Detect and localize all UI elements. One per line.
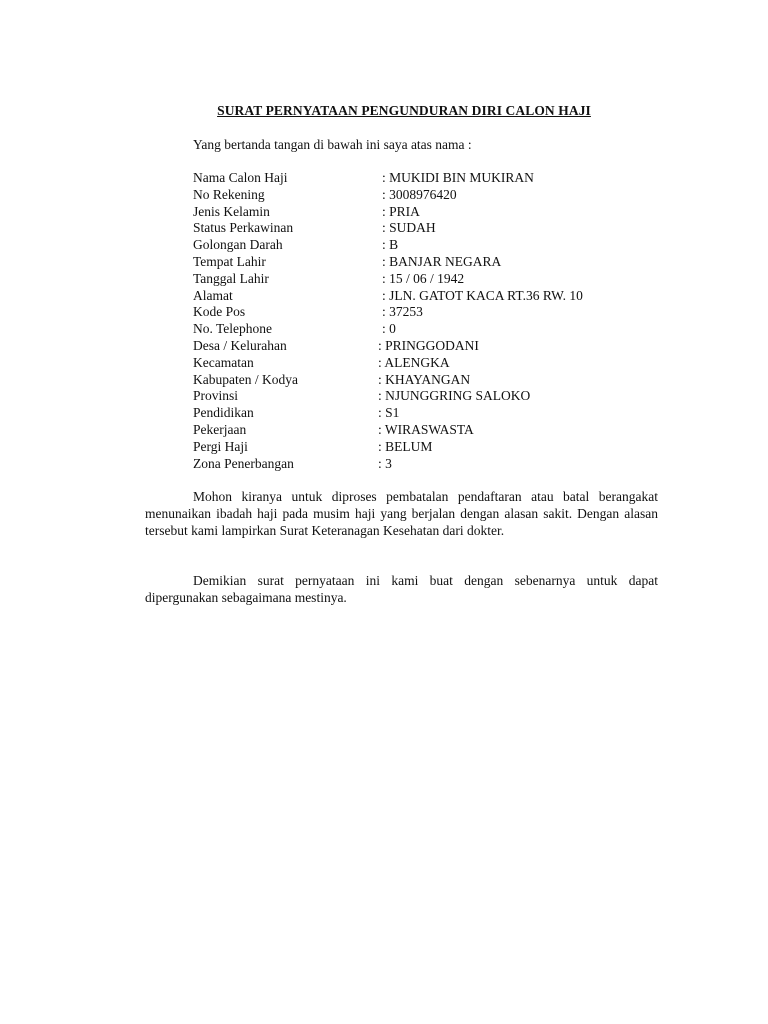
field-label: Kode Pos: [193, 304, 246, 320]
field-no-telephone: [193, 321, 396, 338]
field-label: Tanggal Lahir: [193, 270, 269, 286]
field-provinsi: [193, 388, 531, 405]
field-status-perkawinan: [193, 220, 436, 237]
document-title: SURAT PERNYATAAN PENGUNDURAN DIRI CALON HAJI: [217, 103, 591, 118]
field-value: : S1: [378, 405, 400, 421]
field-label: Pergi Haji: [193, 438, 248, 454]
field-label: Jenis Kelamin: [193, 203, 270, 219]
field-value: : SUDAH: [382, 220, 436, 236]
field-label: Golongan Darah: [193, 237, 283, 253]
field-tempat-lahir: [193, 253, 502, 271]
field-label: Status Perkawinan: [193, 220, 294, 236]
field-pendidikan: [193, 405, 400, 422]
field-label: No Rekening: [193, 186, 265, 202]
field-kode-pos: [193, 304, 423, 321]
field-nama-calon-haji: [193, 170, 534, 187]
field-label: Pekerjaan: [193, 421, 247, 437]
field-jenis-kelamin: [193, 203, 420, 221]
field-label: Alamat: [193, 287, 233, 303]
field-label: Kecamatan: [193, 354, 254, 370]
field-golongan-darah: [193, 237, 399, 254]
field-no-rekening: [193, 186, 457, 204]
field-desa-kelurahan: [193, 337, 479, 355]
field-label: Kabupaten / Kodya: [193, 371, 298, 387]
field-value: : 37253: [382, 304, 423, 320]
field-value: : ALENGKA: [378, 354, 450, 370]
field-pekerjaan: [193, 421, 474, 439]
field-value: : 0: [382, 321, 396, 337]
field-value: : 15 / 06 / 1942: [382, 270, 465, 286]
field-value: : JLN. GATOT KACA RT.36 RW. 10: [382, 287, 583, 303]
field-label: Desa / Kelurahan: [193, 337, 287, 353]
field-tanggal-lahir: [193, 270, 465, 288]
field-value: : NJUNGGRING SALOKO: [378, 388, 531, 404]
applicant-field-list: [193, 170, 583, 472]
field-label: Zona Penerbangan: [193, 455, 294, 471]
field-value: : B: [382, 237, 399, 253]
field-value: : MUKIDI BIN MUKIRAN: [382, 170, 534, 185]
field-label: Tempat Lahir: [193, 253, 266, 269]
field-value: : PRINGGODANI: [378, 337, 479, 353]
field-value: : PRIA: [382, 203, 420, 219]
cancellation-request-paragraph: Mohon kiranya untuk diproses pembatalan pendaftaran atau batal berangakat menunaikan ibadah haji pada musim haji yang berjalan dengan alasan sakit. Dengan alasan tersebut kami lampirkan Surat Keteranagan Kesehatan dari dokter.: [145, 489, 658, 538]
field-value: : 3008976420: [382, 186, 457, 202]
field-pergi-haji: [193, 438, 433, 456]
field-value: : 3: [378, 455, 392, 471]
field-label: Provinsi: [193, 388, 239, 404]
intro-text: Yang bertanda tangan di bawah ini saya atas nama :: [193, 137, 472, 152]
field-value: : BELUM: [378, 438, 433, 454]
field-label: Nama Calon Haji: [193, 170, 288, 185]
field-alamat: [193, 287, 583, 305]
field-zona-penerbangan: [193, 455, 392, 473]
closing-paragraph: Demikian surat pernyataan ini kami buat dengan sebenarnya untuk dapat dipergunakan sebagaimana mestinya.: [145, 573, 658, 605]
field-label: No. Telephone: [193, 321, 273, 337]
field-label: Pendidikan: [193, 405, 254, 421]
field-value: : KHAYANGAN: [378, 371, 471, 387]
field-kecamatan: [193, 354, 450, 372]
field-value: : BANJAR NEGARA: [382, 253, 502, 269]
field-value: : WIRASWASTA: [378, 421, 474, 437]
field-kabupaten-kodya: [193, 371, 471, 389]
